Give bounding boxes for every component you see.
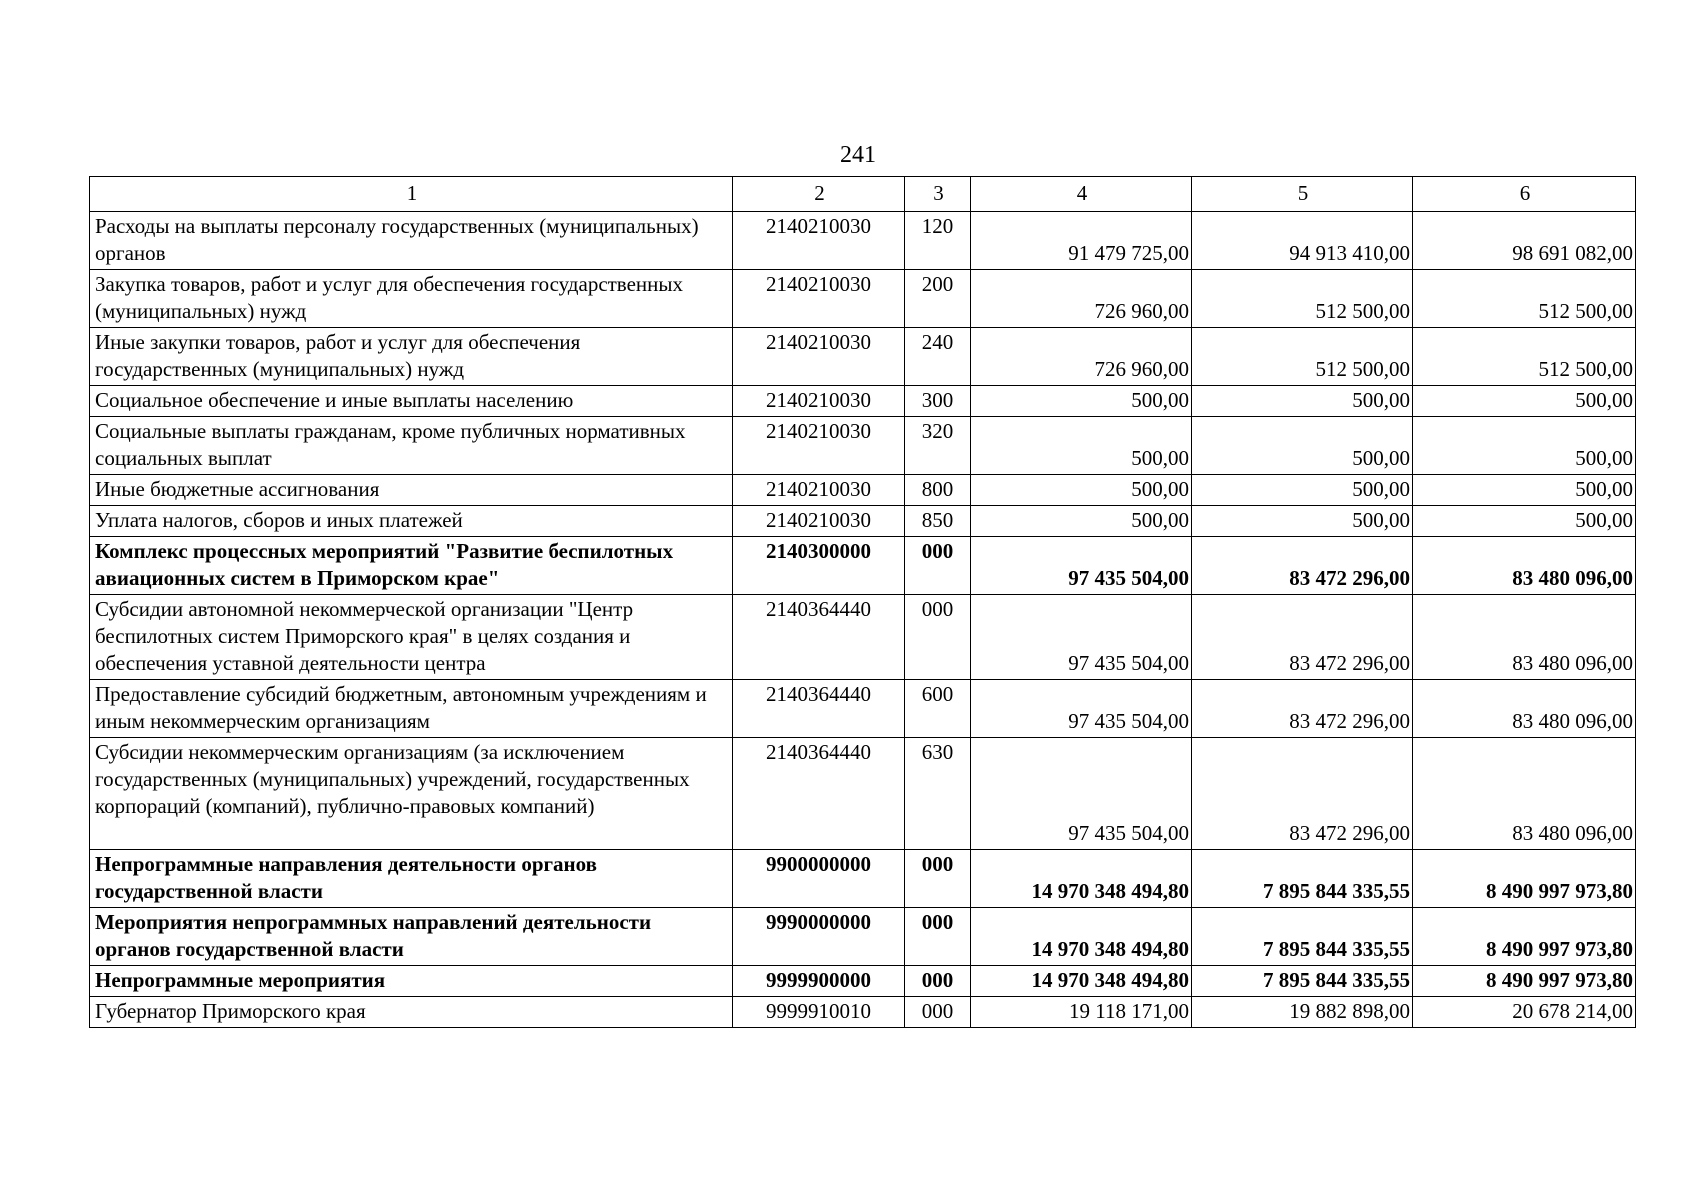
row-value-col6: 8 490 997 973,80 [1413, 908, 1636, 966]
row-kvr-cell: 320 [905, 417, 971, 475]
row-code-cell: 2140210030 [733, 328, 905, 386]
row-value-col5: 94 913 410,00 [1192, 212, 1413, 270]
row-value-col6: 83 480 096,00 [1413, 537, 1636, 595]
table-row [90, 966, 1636, 997]
row-value-col4: 14 970 348 494,80 [971, 908, 1192, 966]
row-code-cell: 2140364440 [733, 680, 905, 738]
row-name-cell: Предоставление субсидий бюджетным, автономным учреждениям и иным некоммерческим организациям [90, 680, 733, 738]
row-kvr-cell: 630 [905, 738, 971, 850]
table-header-row [90, 177, 1636, 212]
row-value-col4: 97 435 504,00 [971, 595, 1192, 680]
row-code-cell: 9999910010 [733, 997, 905, 1028]
row-code-cell: 2140364440 [733, 738, 905, 850]
row-name-cell: Мероприятия непрограммных направлений деятельности органов государственной власти [90, 908, 733, 966]
table-row [90, 908, 1636, 966]
row-code-cell: 9999900000 [733, 966, 905, 997]
row-code-cell: 2140364440 [733, 595, 905, 680]
row-name-cell: Субсидии автономной некоммерческой организации "Центр беспилотных систем Приморского края" в целях создания и обеспечения уставной деятельности центра [90, 595, 733, 680]
row-code-cell: 2140210030 [733, 417, 905, 475]
row-code-cell: 9990000000 [733, 908, 905, 966]
row-value-col6: 83 480 096,00 [1413, 738, 1636, 850]
row-value-col4: 500,00 [971, 386, 1192, 417]
header-cell: 6 [1413, 177, 1636, 212]
table-row [90, 328, 1636, 386]
row-value-col5: 83 472 296,00 [1192, 537, 1413, 595]
row-value-col5: 500,00 [1192, 506, 1413, 537]
row-kvr-cell: 120 [905, 212, 971, 270]
row-value-col4: 726 960,00 [971, 328, 1192, 386]
row-name-cell: Социальное обеспечение и иные выплаты населению [90, 386, 733, 417]
budget-table-body [90, 177, 1636, 1028]
row-value-col5: 500,00 [1192, 475, 1413, 506]
row-value-col5: 7 895 844 335,55 [1192, 908, 1413, 966]
row-kvr-cell: 000 [905, 595, 971, 680]
row-value-col6: 500,00 [1413, 506, 1636, 537]
header-cell: 3 [905, 177, 971, 212]
page-number: 241 [840, 142, 876, 168]
row-kvr-cell: 000 [905, 997, 971, 1028]
row-value-col5: 83 472 296,00 [1192, 680, 1413, 738]
row-name-cell: Иные закупки товаров, работ и услуг для обеспечения государственных (муниципальных) нужд [90, 328, 733, 386]
table-row [90, 270, 1636, 328]
row-value-col4: 500,00 [971, 417, 1192, 475]
row-value-col6: 512 500,00 [1413, 328, 1636, 386]
row-value-col4: 97 435 504,00 [971, 680, 1192, 738]
row-name-cell: Губернатор Приморского края [90, 997, 733, 1028]
row-kvr-cell: 300 [905, 386, 971, 417]
table-row [90, 595, 1636, 680]
row-value-col5: 19 882 898,00 [1192, 997, 1413, 1028]
budget-table [89, 176, 1636, 1028]
row-value-col4: 91 479 725,00 [971, 212, 1192, 270]
row-value-col4: 14 970 348 494,80 [971, 966, 1192, 997]
row-code-cell: 2140210030 [733, 475, 905, 506]
row-kvr-cell: 240 [905, 328, 971, 386]
row-kvr-cell: 000 [905, 966, 971, 997]
row-kvr-cell: 000 [905, 537, 971, 595]
row-value-col5: 500,00 [1192, 417, 1413, 475]
table-row [90, 475, 1636, 506]
header-cell: 2 [733, 177, 905, 212]
row-value-col5: 83 472 296,00 [1192, 738, 1413, 850]
row-value-col6: 8 490 997 973,80 [1413, 966, 1636, 997]
table-row [90, 212, 1636, 270]
row-kvr-cell: 850 [905, 506, 971, 537]
row-code-cell: 2140210030 [733, 212, 905, 270]
row-name-cell: Комплекс процессных мероприятий "Развитие беспилотных авиационных систем в Приморском крае" [90, 537, 733, 595]
row-value-col6: 20 678 214,00 [1413, 997, 1636, 1028]
row-value-col4: 97 435 504,00 [971, 537, 1192, 595]
row-name-cell: Уплата налогов, сборов и иных платежей [90, 506, 733, 537]
row-value-col6: 500,00 [1413, 475, 1636, 506]
row-value-col5: 512 500,00 [1192, 328, 1413, 386]
row-value-col5: 7 895 844 335,55 [1192, 850, 1413, 908]
row-code-cell: 2140210030 [733, 506, 905, 537]
table-row [90, 738, 1636, 850]
row-value-col4: 14 970 348 494,80 [971, 850, 1192, 908]
row-value-col6: 98 691 082,00 [1413, 212, 1636, 270]
row-name-cell: Субсидии некоммерческим организациям (за исключением государственных (муниципальных) учреждений, государственных корпораций (компаний), публично-правовых компаний) [90, 738, 733, 850]
row-value-col6: 500,00 [1413, 417, 1636, 475]
row-value-col4: 19 118 171,00 [971, 997, 1192, 1028]
row-value-col6: 83 480 096,00 [1413, 595, 1636, 680]
row-kvr-cell: 600 [905, 680, 971, 738]
row-value-col6: 512 500,00 [1413, 270, 1636, 328]
row-value-col6: 83 480 096,00 [1413, 680, 1636, 738]
header-cell: 5 [1192, 177, 1413, 212]
row-kvr-cell: 000 [905, 850, 971, 908]
row-value-col4: 726 960,00 [971, 270, 1192, 328]
row-name-cell: Закупка товаров, работ и услуг для обеспечения государственных (муниципальных) нужд [90, 270, 733, 328]
row-code-cell: 2140300000 [733, 537, 905, 595]
table-row [90, 997, 1636, 1028]
row-value-col4: 97 435 504,00 [971, 738, 1192, 850]
row-value-col6: 8 490 997 973,80 [1413, 850, 1636, 908]
row-kvr-cell: 800 [905, 475, 971, 506]
row-value-col6: 500,00 [1413, 386, 1636, 417]
table-row [90, 680, 1636, 738]
row-name-cell: Расходы на выплаты персоналу государственных (муниципальных) органов [90, 212, 733, 270]
table-row [90, 417, 1636, 475]
row-value-col5: 512 500,00 [1192, 270, 1413, 328]
row-value-col4: 500,00 [971, 506, 1192, 537]
row-name-cell: Непрограммные направления деятельности органов государственной власти [90, 850, 733, 908]
table-row [90, 386, 1636, 417]
table-row [90, 850, 1636, 908]
row-value-col5: 7 895 844 335,55 [1192, 966, 1413, 997]
row-code-cell: 9900000000 [733, 850, 905, 908]
header-cell: 1 [90, 177, 733, 212]
row-name-cell: Непрограммные мероприятия [90, 966, 733, 997]
row-name-cell: Социальные выплаты гражданам, кроме публичных нормативных социальных выплат [90, 417, 733, 475]
table-row [90, 506, 1636, 537]
row-kvr-cell: 200 [905, 270, 971, 328]
row-value-col4: 500,00 [971, 475, 1192, 506]
row-value-col5: 500,00 [1192, 386, 1413, 417]
row-kvr-cell: 000 [905, 908, 971, 966]
table-row [90, 537, 1636, 595]
header-cell: 4 [971, 177, 1192, 212]
row-value-col5: 83 472 296,00 [1192, 595, 1413, 680]
row-code-cell: 2140210030 [733, 270, 905, 328]
row-code-cell: 2140210030 [733, 386, 905, 417]
row-name-cell: Иные бюджетные ассигнования [90, 475, 733, 506]
